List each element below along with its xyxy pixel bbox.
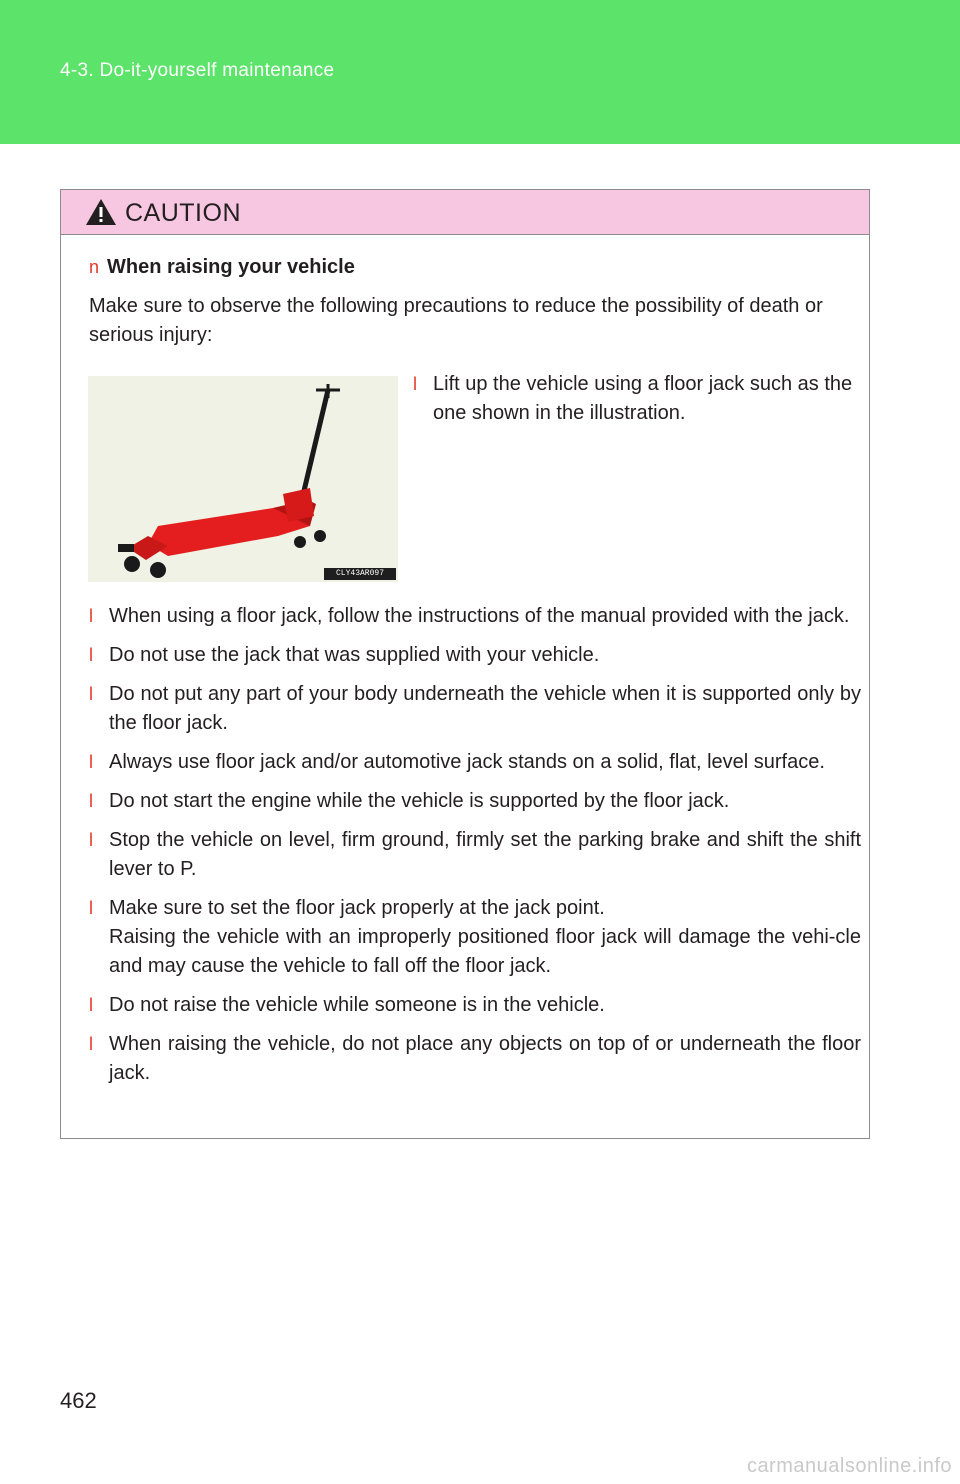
section-title: 4-3. Do-it-yourself maintenance [60,60,335,81]
bullet-glyph: l [413,374,417,394]
list-item [89,894,861,981]
bullet-glyph: l [89,791,93,811]
bullet-glyph: l [89,684,93,704]
list-item [89,680,861,738]
list-item [89,1030,861,1088]
list-item [89,991,861,1020]
list-item-extra-text: Raising the vehicle with an improperly positioned floor jack will damage the vehi-cle and may cause the vehicle to fall off the floor jack. [109,926,861,977]
intro-text: Make sure to observe the following precautions to reduce the possibility of death or serious injury: [89,295,823,346]
header-band [0,0,960,144]
list-item [89,826,861,884]
caution-header [61,190,869,235]
list-item [89,602,861,631]
side-item-text: Lift up the vehicle using a floor jack such as the one shown in the illustration. [433,373,853,424]
warning-triangle-icon [85,198,117,226]
bullet-glyph: l [89,830,93,850]
watermark: carmanualsonline.info [746,1455,952,1477]
bullet-glyph: l [89,995,93,1015]
subhead-text: When raising your vehicle [107,256,355,278]
bullet-glyph: l [89,752,93,772]
subhead [89,256,355,279]
list-item-text: Do not put any part of your body underneath the vehicle when it is supported only by the floor jack. [109,683,861,734]
bullet-glyph: l [89,645,93,665]
precaution-list [89,602,861,1098]
bullet-glyph: l [89,898,93,918]
floor-jack-icon [88,376,398,582]
list-item-text: Do not raise the vehicle while someone is in the vehicle. [109,994,605,1016]
list-item-text: When raising the vehicle, do not place any objects on top of or underneath the floor jack. [109,1033,861,1084]
list-item [89,787,861,816]
floor-jack-illustration [88,376,398,582]
list-item-text: Make sure to set the floor jack properly at the jack point. [109,897,605,919]
list-item [89,641,861,670]
list-item-text: When using a floor jack, follow the instructions of the manual provided with the jack. [109,605,850,627]
list-item-text: Stop the vehicle on level, firm ground, firmly set the parking brake and shift the shift lever to P. [109,829,861,880]
list-item-text: Do not start the engine while the vehicle is supported by the floor jack. [109,790,730,812]
page-number: 462 [60,1388,97,1413]
bullet-glyph: l [89,1034,93,1054]
illustration-code: CLY43AR097 [324,568,396,580]
side-item [413,370,863,428]
caution-box [60,189,870,1139]
list-item-text: Always use floor jack and/or automotive jack stands on a solid, flat, level surface. [109,751,825,773]
list-item [89,748,861,777]
caution-label: CAUTION [125,199,241,227]
bullet-glyph: l [89,606,93,626]
list-item-text: Do not use the jack that was supplied with your vehicle. [109,644,600,666]
subhead-bullet: n [89,257,100,277]
